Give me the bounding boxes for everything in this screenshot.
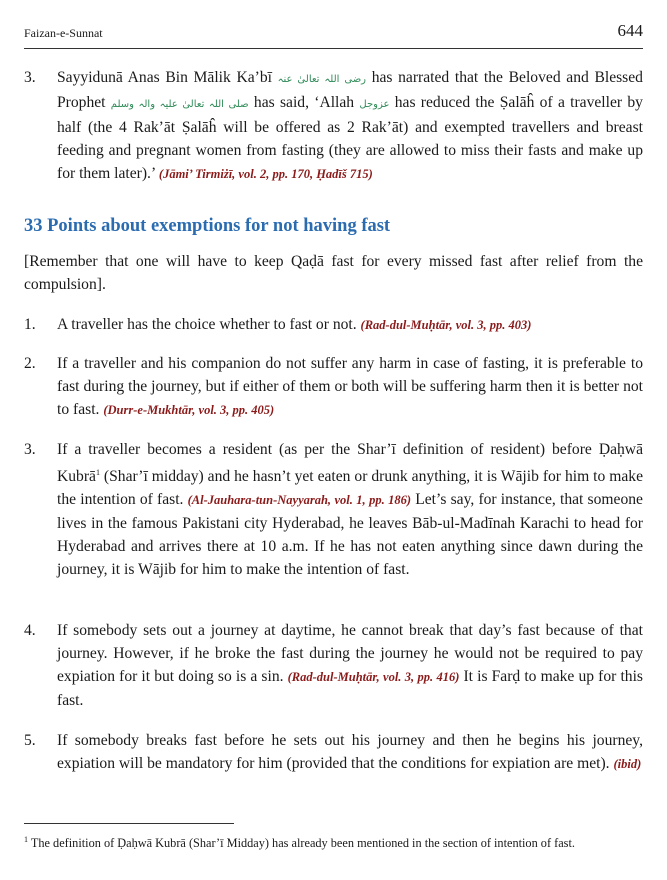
book-title: Faizan-e-Sunnat <box>24 26 103 40</box>
list-item <box>24 619 643 712</box>
footnote-text: The definition of Ḍaḥwā Kubrā (Shar’ī Midday) has already been mentioned in the section of intention of fast. <box>30 836 575 851</box>
item-number: 3. <box>24 441 36 458</box>
item-text-part: has narrated that the Beloved and Blessed Prophet <box>57 69 643 111</box>
citation: (Al-Jauhara-tun-Nayyarah, vol. 1, pp. 186) <box>187 493 412 508</box>
item-text <box>57 66 643 186</box>
footnote-mark: 1 <box>24 835 28 844</box>
item-text-part: If a traveller becomes a resident (as per the Shar’ī definition of resident) before Ḍaḥwā Kubrā <box>57 441 643 486</box>
item-text-part: It is Farḍ to make up for this fast. <box>57 668 643 709</box>
list-item <box>24 438 643 581</box>
item-text-part: has said, ‘Allah <box>253 94 355 111</box>
item-text-part: (Shar’ī midday) and he hasn’t yet eaten or drunk anything, it is Wājib for him to make the intention of fast. <box>57 468 643 509</box>
arabic-honorific: صلی اللہ تعالیٰ علیہ والہ وسلم <box>110 99 249 110</box>
page-number: 644 <box>617 21 643 40</box>
item-text-part: Sayyidunā Anas Bin Mālik Ka’bī <box>57 69 272 86</box>
item-text <box>57 729 643 776</box>
item-text-part: Let’s say, for instance, that someone lives in the famous Pakistani city Hyderabad, he leaves Bāb-ul-Madīnah Karachi to head for Hyderabad and arrives there at 10 a.m. If he has not eaten anything since dawn during the journey, it is Wājib for him to make the intention of fast. <box>57 491 643 579</box>
item-text <box>57 313 643 337</box>
footnote <box>24 835 575 851</box>
item-number: 2. <box>24 355 36 372</box>
list-item <box>24 729 643 776</box>
section-heading: 33 Points about exemptions for not having fast <box>24 216 391 236</box>
page-header <box>24 18 643 44</box>
item-text <box>57 352 643 422</box>
citation: (Jāmi’ Tirmiżī, vol. 2, pp. 170, Ḥadīš 715) <box>158 167 373 181</box>
arabic-honorific: عزوجل <box>359 99 390 110</box>
footnote-marker: 1 <box>95 468 100 477</box>
footnote-rule <box>24 823 234 824</box>
item-number: 4. <box>24 622 36 639</box>
reminder-note: [Remember that one will have to keep Qaḍā fast for every missed fast after relief from the compulsion]. <box>24 253 643 293</box>
arabic-honorific: رضی اللہ تعالیٰ عنہ <box>277 74 367 85</box>
list-item <box>24 313 643 337</box>
item-text-part: If somebody sets out a journey at daytime, he cannot break that day’s fast because of that journey. However, if he broke the fast during the journey he would not be required to pay expiation for it but doing so is a sin. <box>57 622 643 685</box>
citation: (Rad-dul-Muḥtār, vol. 3, pp. 416) <box>287 670 460 684</box>
item-number: 3. <box>24 69 36 86</box>
item-number: 1. <box>24 316 36 333</box>
item-text-part: If a traveller and his companion do not suffer any harm in case of fasting, it is preferable to fast during the journey, but if either of them or both will be suffering harm then it is better not to fast. <box>57 355 643 418</box>
header-rule <box>24 48 643 49</box>
item-text <box>57 619 643 712</box>
item-text-part: has reduced the Ṣalāĥ of a traveller by half (the 4 Rak’āt Ṣalāĥ will be offered as 2 Rak’āt) and exempted travellers and breast feeding and pregnant women from fasting (they are allowed to miss their fasts and make up for them later).’ <box>57 94 643 182</box>
citation: (Rad-dul-Muḥtār, vol. 3, pp. 403) <box>360 318 532 332</box>
item-text-part: If somebody breaks fast before he sets out his journey and then he begins his journey, expiation will be mandatory for him (provided that the conditions for expiation are met). <box>57 732 643 772</box>
citation: (ibid) <box>613 757 642 771</box>
citation: (Durr-e-Mukhtār, vol. 3, pp. 405) <box>103 403 275 417</box>
item-text <box>57 438 643 581</box>
item-number: 5. <box>24 732 36 749</box>
item-text-part: A traveller has the choice whether to fast or not. <box>57 316 357 333</box>
list-item <box>24 352 643 422</box>
list-item-hadith <box>24 66 643 186</box>
